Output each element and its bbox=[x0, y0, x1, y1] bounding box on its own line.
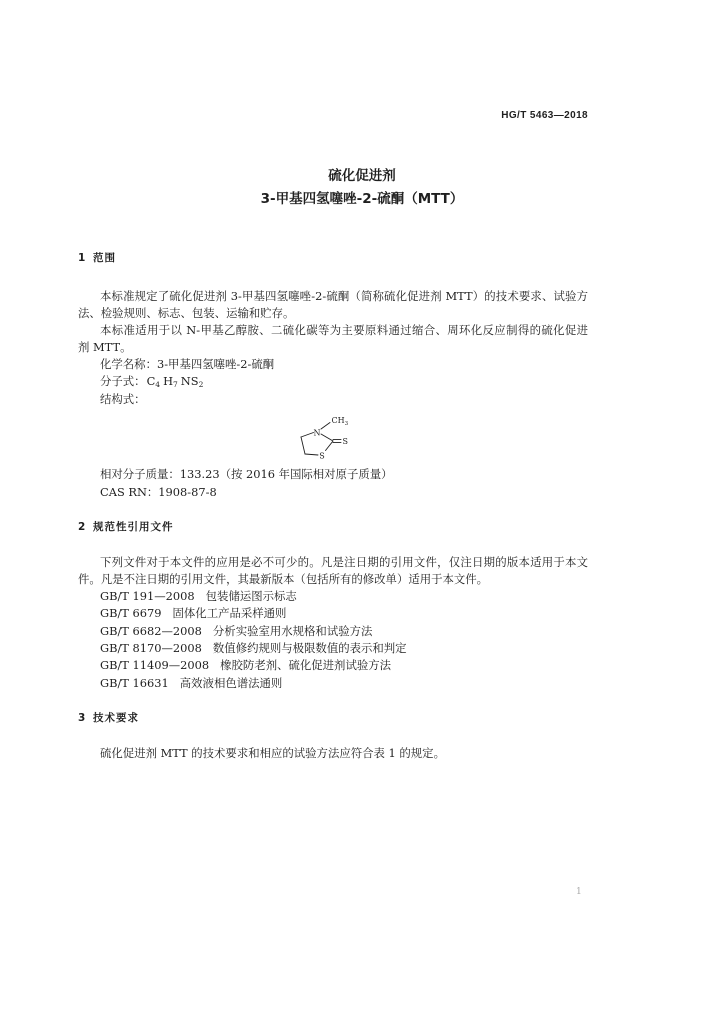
bond-ring-s-c5 bbox=[305, 454, 318, 455]
molecular-mass: 相对分子质量：133.23（按 2016 年国际相对原子质量） bbox=[100, 467, 393, 481]
reference-code: GB/T 6682—2008 bbox=[100, 624, 202, 638]
reference-title: 固体化工产品采样通则 bbox=[172, 606, 287, 620]
bond-c5-c4 bbox=[301, 437, 305, 454]
reference-title: 橡胶防老剂、硫化促进剂试验方法 bbox=[220, 658, 392, 672]
section-title: 规范性引用文件 bbox=[93, 521, 174, 533]
chemical-name: 化学名称：3-甲基四氢噻唑-2-硫酮 bbox=[100, 357, 275, 371]
reference-code: GB/T 8170—2008 bbox=[100, 641, 202, 655]
ring-sulfur-label: S bbox=[319, 451, 325, 461]
bond-c4-n bbox=[301, 433, 314, 438]
scope-paragraph-1-line-2: 法、检验规则、标志、包装、运输和贮存。 bbox=[78, 306, 295, 320]
structural-formula bbox=[290, 410, 360, 465]
section-number: 2 bbox=[78, 521, 86, 533]
methyl-symbol: CH bbox=[331, 416, 345, 425]
reference-item bbox=[100, 606, 286, 620]
title-line-2: 3-甲基四氢噻唑-2-硫酮（MTT） bbox=[260, 191, 464, 207]
structure-label: 结构式： bbox=[100, 392, 146, 406]
reference-code: GB/T 6679 bbox=[100, 606, 162, 620]
reference-item bbox=[100, 641, 407, 655]
section-3-heading bbox=[78, 711, 139, 725]
formula-element: NS bbox=[180, 374, 199, 388]
technical-requirements-paragraph: 硫化促进剂 MTT 的技术要求和相应的试验方法应符合表 1 的规定。 bbox=[100, 746, 445, 760]
reference-item bbox=[100, 658, 391, 672]
section-2-heading bbox=[78, 520, 174, 534]
formula-subscript: 7 bbox=[173, 380, 178, 389]
reference-item bbox=[100, 676, 282, 690]
reference-code: GB/T 11409—2008 bbox=[100, 658, 210, 672]
references-intro-line-2: 件。凡是不注日期的引用文件，其最新版本（包括所有的修改单）适用于本文件。 bbox=[78, 572, 489, 586]
section-title: 范围 bbox=[93, 252, 116, 264]
reference-title: 高效液相色谱法通则 bbox=[179, 676, 283, 690]
methyl-subscript: 3 bbox=[344, 421, 349, 427]
formula-element: C bbox=[146, 374, 156, 388]
references-intro-line-1: 下列文件对于本文件的应用是必不可少的。凡是注日期的引用文件，仅注日期的版本适用于本文 bbox=[100, 555, 588, 569]
formula-element: H bbox=[163, 374, 174, 388]
section-number: 3 bbox=[78, 712, 86, 724]
formula-subscript: 4 bbox=[155, 380, 161, 389]
page-number: 1 bbox=[576, 887, 582, 897]
molecular-formula-line bbox=[100, 374, 206, 388]
reference-title: 包装储运图示标志 bbox=[205, 589, 297, 603]
molecular-formula bbox=[147, 374, 207, 388]
scope-paragraph-2-line-1: 本标准适用于以 N-甲基乙醇胺、二硫化碳等为主要原料通过缩合、周环化反应制得的硫化促进 bbox=[100, 323, 588, 337]
formula-subscript: 2 bbox=[198, 380, 204, 389]
standard-number: HG/T 5463—2018 bbox=[501, 110, 588, 121]
thione-sulfur-label: S bbox=[342, 437, 348, 446]
reference-item bbox=[100, 589, 297, 603]
ring-bonds bbox=[301, 423, 341, 456]
methyl-group-label bbox=[332, 416, 349, 427]
scope-paragraph-2-line-2: 剂 MTT。 bbox=[78, 340, 132, 354]
title-line-1: 硫化促进剂 bbox=[328, 168, 396, 184]
scope-paragraph-1-line-1: 本标准规定了硫化促进剂 3-甲基四氢噻唑-2-硫酮（简称硫化促进剂 MTT）的技术要求、试验方 bbox=[100, 289, 588, 303]
bond-c2-ring-s bbox=[326, 441, 334, 451]
reference-title: 数值修约规则与极限数值的表示和判定 bbox=[212, 641, 407, 655]
reference-item bbox=[100, 624, 372, 638]
section-title: 技术要求 bbox=[93, 712, 139, 724]
nitrogen-atom-label: N bbox=[313, 428, 321, 438]
formula-label: 分子式： bbox=[100, 374, 146, 388]
section-1-heading bbox=[78, 251, 116, 265]
bond-n-c2 bbox=[321, 434, 333, 441]
bond-n-methyl bbox=[321, 423, 330, 430]
reference-title: 分析实验室用水规格和试验方法 bbox=[212, 624, 373, 638]
reference-code: GB/T 16631 bbox=[100, 676, 169, 690]
cas-number: CAS RN：1908-87-8 bbox=[100, 485, 217, 499]
reference-code: GB/T 191—2008 bbox=[100, 589, 195, 603]
section-number: 1 bbox=[78, 252, 86, 264]
